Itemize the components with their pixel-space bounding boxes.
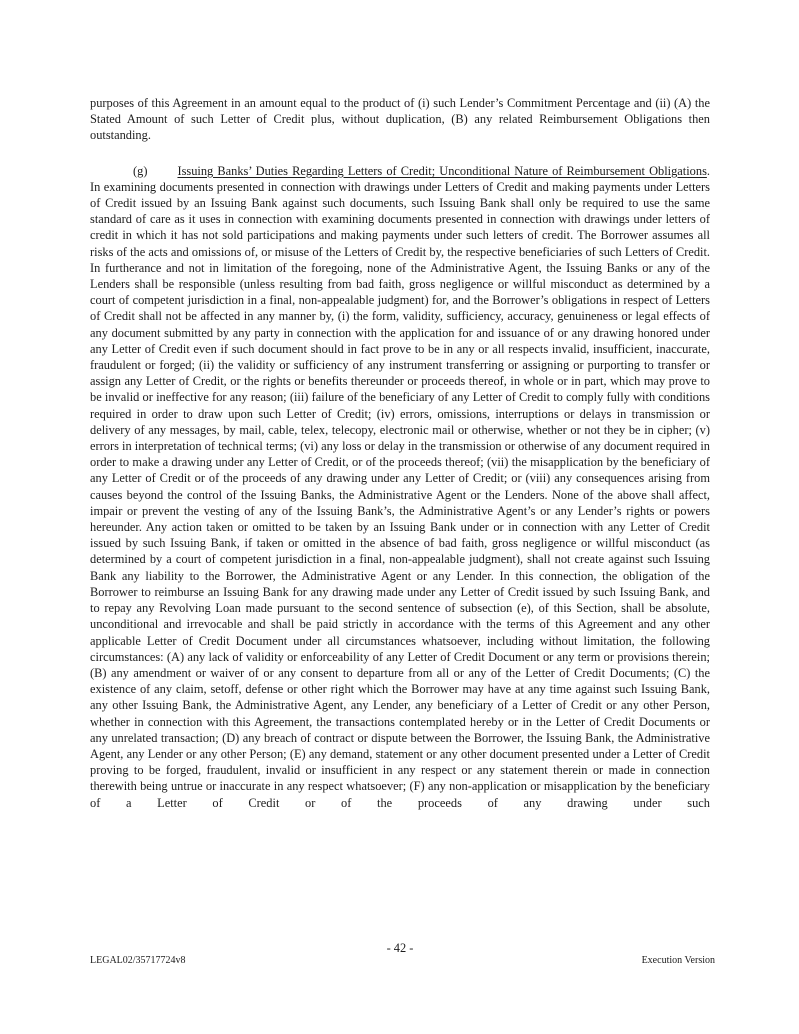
clause-g-body: In examining documents presented in connection with drawings under Letters of Credit and making payments under Letters of Credit issued by an Issuing Bank against such documents, such Issuing Bank shall only be required to use the same standard of care as it uses in connection with examining documents presented in connection with drawings under letters of credit in which it has not sold participations and making payments under such letters of credit. The Borrower assumes all risks of the acts and omissions of, or misuse of the Letters of Credit by, the respective beneficiaries of such Letters of Credit. In furtherance and not in limitation of the foregoing, none of the Administrative Agent, the Issuing Banks or any of the Lenders shall be responsible (unless resulting from bad faith, gross negligence or willful misconduct as determined by a court of competent jurisdiction in a final, non-appealable judgment) for, and the Borrower’s obligations in respect of Letters of Credit shall not be affected in any manner by, (i) the form, validity, sufficiency, accuracy, genuineness or legal effects of any document submitted by any party in connection with the application for and issuance of or any drawing honored under any Letter of Credit even if such document should in fact prove to be in any or all respects invalid, insufficient, inaccurate, fraudulent or forged; (ii) the validity or sufficiency of any instrument transferring or assigning or purporting to transfer or assign any Letter of Credit, or the rights or benefits thereunder or proceeds thereof, in whole or in part, which may prove to be invalid or ineffective for any reason; (iii) failure of the beneficiary of any Letter of Credit to comply fully with conditions required in order to draw upon such Letter of Credit; (iv) errors, omissions, interruptions or delays in transmission or delivery of any messages, by mail, cable, telex, telecopy, electronic mail or otherwise, whether or not they be in cipher; (v) errors in interpretation of technical terms; (vi) any loss or delay in the transmission or otherwise of any document required in order to make a drawing under any Letter of Credit, or of the proceeds thereof; (vii) the misapplication by the beneficiary of any Letter of Credit or of the proceeds of any drawing under any Letter of Credit; or (viii) any consequences arising from causes beyond the control of the Issuing Banks, the Administrative Agent or the Lenders. None of the above shall affect, impair or prevent the vesting of any of the Issuing Bank’s, the Administrative Agent’s or any Lender’s rights or powers hereunder. Any action taken or omitted to be taken by an Issuing Bank under or in connection with any Letter of Credit issued by such Issuing Bank, if taken or omitted in the absence of bad faith, gross negligence or willful misconduct (as determined by a court of competent jurisdiction in a final, non-appealable judgment), shall not create against such Issuing Bank any liability to the Borrower, the Administrative Agent or any Lender. In this connection, the obligation of the Borrower to reimburse an Issuing Bank for any drawing made under any Letter of Credit issued by such Issuing Bank, and to repay any Revolving Loan made pursuant to the second sentence of subsection (e), of this Section, shall be absolute, unconditional and irrevocable and shall be paid strictly in accordance with the terms of this Agreement and any other applicable Letter of Credit Document under all circumstances whatsoever, including without limitation, the following circumstances: (A) any lack of validity or enforceability of any Letter of Credit Document or any term or provisions therein; (B) any amendment or waiver of or any consent to departure from all or any of the Letter of Credit Documents; (C) the existence of any claim, setoff, defense or other right which the Borrower may have at any time against such Issuing Bank, any other Issuing Bank, the Administrative Agent, any Lender, any beneficiary of a Letter of Credit or any other Person, whether in connection with this Agreement, the transactions contemplated hereby or in the Letter of Credit Documents or any unrelated transaction; (D) any breach of contract or dispute between the Borrower, the Issuing Bank, the Administrative Agent, any Lender or any other Person; (E) any demand, statement or any other document presented under a Letter of Credit proving to be forged, fraudulent, invalid or insufficient in any respect or any statement therein or made in connection therewith being untrue or inaccurate in any respect whatsoever; (F) any non-application or misapplication by the beneficiary of a Letter of Credit or of the proceeds of any drawing under such: [90, 179, 710, 810]
paragraph-g: [90, 163, 710, 811]
page-number: - 42 -: [386, 941, 414, 955]
page-body: [90, 95, 710, 811]
clause-g-label: (g): [133, 163, 148, 178]
clause-g-heading-period: .: [706, 163, 710, 178]
clause-g-heading: Issuing Banks’ Duties Regarding Letters of Credit; Unconditional Nature of Reimbursement Obligations: [177, 163, 707, 178]
footer-doc-id: LEGAL02/35717724v8: [90, 955, 186, 966]
paragraph-continuation: purposes of this Agreement in an amount equal to the product of (i) such Lender’s Commitment Percentage and (ii) (A) the Stated Amount of such Letter of Credit plus, without duplication, (B) any related Reimbursement Obligations then outstanding.: [90, 96, 710, 143]
footer-version-label: Execution Version: [641, 955, 715, 966]
page-footer: [90, 955, 715, 967]
